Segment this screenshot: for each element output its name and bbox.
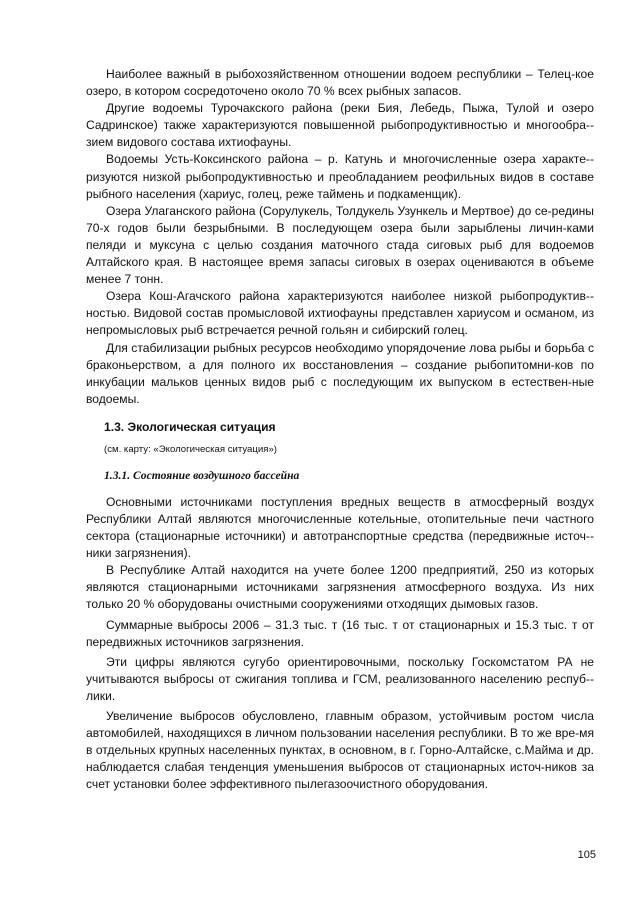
paragraph-emission-growth: Увеличение выбросов обусловлено, главным образом, устойчивым ростом числа автомобилей, находящихся в личном пользовании населения республики. В то же вре-мя в отдельных крупных населенных пунктах, в основном, в г. Горно-Алтайске, с.Майма и др. наблюдается слабая тенденция уменьшения выбросов от стационарных источ-ников за счет установки более эффективного пылегазоочистного оборудования. bbox=[86, 709, 594, 792]
page-number: 105 bbox=[577, 849, 596, 861]
paragraph-ulagan-district: Озера Улаганского района (Сорулукель, Толдукель Узункель и Мертвое) до се-редины 70-х годов были безрыбными. В последующем озера были зарыблены личин-ками пеляди и муксуна с целью создания маточного стада сиговых рыб для водоемов Алтайского края. В настоящее время запасы сиговых в озерах оцениваются в объеме менее 7 тонн. bbox=[86, 203, 594, 287]
section-heading: 1.3. Экологическая ситуация bbox=[104, 419, 276, 434]
document-page bbox=[86, 66, 594, 793]
paragraph-turochak-district: Другие водоемы Турочакского района (реки Бия, Лебедь, Пыжа, Тулой и озеро Садринское) также характеризуются повышенной рыбопродуктивностью и многообра-зием видового состава ихтиофауны. bbox=[86, 101, 594, 150]
map-reference-note: (см. карту: «Экологическая ситуация») bbox=[104, 443, 277, 455]
paragraph-ust-koksa-district: Водоемы Усть-Коксинского района – р. Катунь и многочисленные озера характе-ризуются низкой рыбопродуктивностью и преобладанием реофильных видов в составе рыбного населения (хариус, голец, реже таймень и подкаменщик). bbox=[86, 152, 594, 201]
paragraph-total-emissions: Суммарные выбросы 2006 – 31.3 тыс. т (16 тыс. т от стационарных и 15.3 тыс. т от передвижных источников загрязнения. bbox=[86, 617, 594, 649]
subsection-heading: 1.3.1. Состояние воздушного бассейна bbox=[104, 468, 300, 482]
paragraph-kosh-agach-district: Озера Кош-Агачского района характеризуются наиболее низкой рыбопродуктив-ностью. Видовой состав промысловой ихтиофауны представлен хариусом и османом, из непромысловых рыб встречается речной гольян и сибирский голец. bbox=[86, 289, 594, 338]
paragraph-fish-stabilization: Для стабилизации рыбных ресурсов необходимо упорядочение лова рыбы и борьба с браконьерством, а для полного их восстановления – создание рыбопитомни-ков по инкубации мальков ценных видов рыб с последующим их выпуском в естествен-ные водоемы. bbox=[86, 340, 594, 406]
paragraph-approximate-figures: Эти цифры являются сугубо ориентировочными, поскольку Госкомстатом РА не учитываются выбросы от сжигания топлива и ГСМ, реализованного населению респуб-лики. bbox=[86, 654, 594, 703]
paragraph-registered-enterprises: В Республике Алтай находится на учете более 1200 предприятий, 250 из которых являются стационарными источниками загрязнения атмосферного воздуха. Из них только 20 % оборудованы очистными сооружениями отходящих дымовых газов. bbox=[86, 563, 594, 612]
paragraph-teletskoye-lake: Наиболее важный в рыбохозяйственном отношении водоем республики – Телец-кое озеро, в котором сосредоточено около 70 % всех рыбных запасов. bbox=[86, 67, 594, 99]
paragraph-air-pollution-sources: Основными источниками поступления вредных веществ в атмосферный воздух Республики Алтай являются многочисленные котельные, отопительные печи частного сектора (стационарные источники) и автотранспортные средства (передвижные источ-ники загрязнения). bbox=[86, 494, 594, 561]
